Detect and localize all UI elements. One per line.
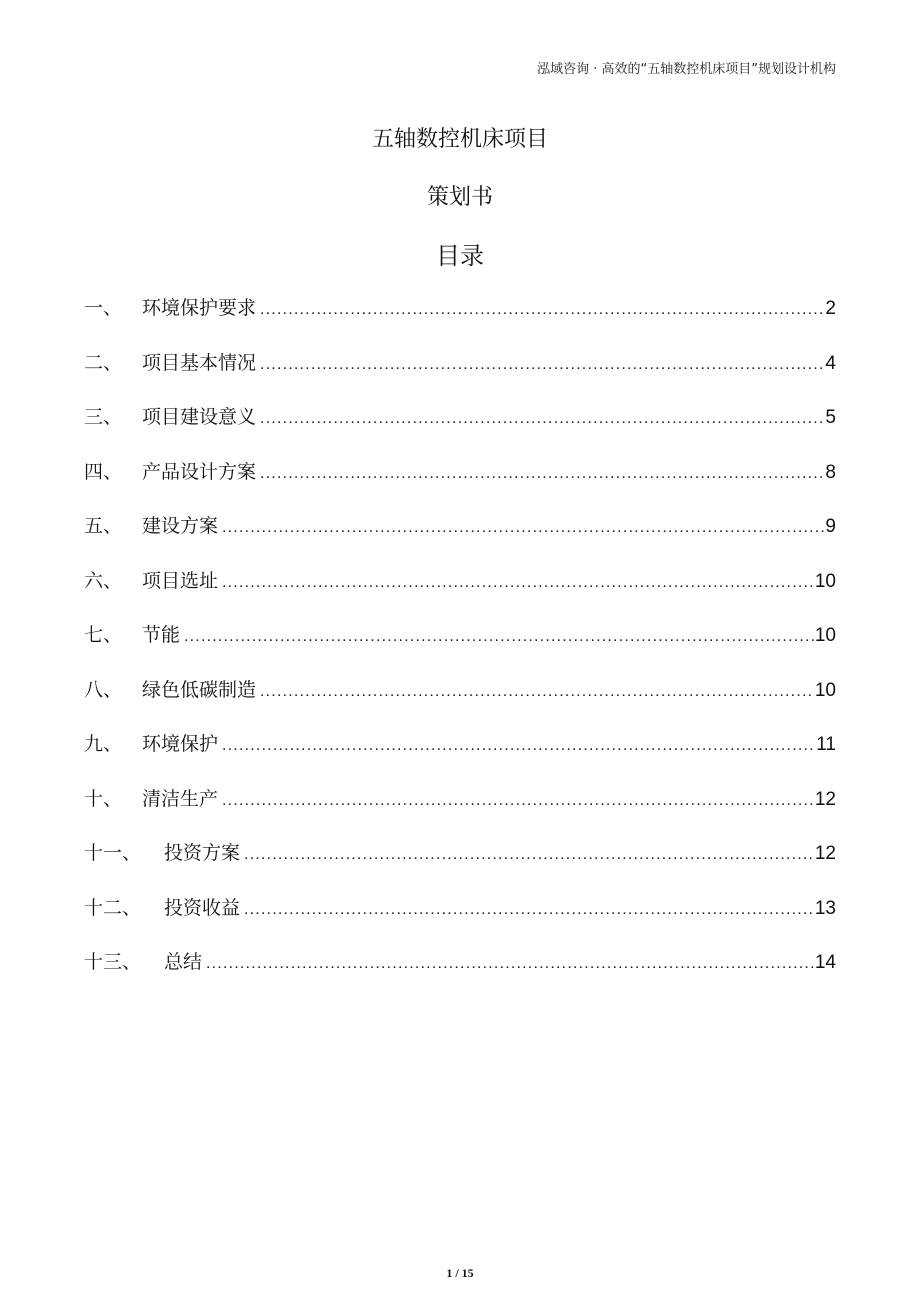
document-subtitle: 策划书 xyxy=(426,185,493,210)
toc-entry-label: 产品设计方案 xyxy=(142,460,257,483)
toc-entry-number: 十三、 xyxy=(84,951,142,973)
toc-entry-number: 十二、 xyxy=(84,896,142,919)
toc-dot-leader xyxy=(222,565,814,601)
toc-dot-leader xyxy=(222,783,814,819)
toc-dot-leader xyxy=(260,456,824,492)
toc-entry-label: 清洁生产 xyxy=(142,787,219,810)
toc-entry-label: 总结 xyxy=(164,951,203,973)
toc-entry[interactable] xyxy=(84,672,836,727)
toc-entry-number: 八、 xyxy=(84,678,123,701)
toc-entry[interactable] xyxy=(84,345,836,400)
toc-entry-label: 投资方案 xyxy=(164,842,241,864)
document-title: 五轴数控机床项目 xyxy=(371,127,548,152)
toc-entry[interactable] xyxy=(84,944,836,999)
toc-entry[interactable] xyxy=(84,399,836,454)
toc-dot-leader xyxy=(260,674,814,710)
toc-dot-leader xyxy=(244,837,814,873)
toc-entry-page: 12 xyxy=(814,788,836,810)
toc-entry-label: 绿色低碳制造 xyxy=(142,678,257,701)
page-number: 1 / 15 xyxy=(446,1266,474,1280)
toc-entry[interactable] xyxy=(84,617,836,672)
toc-entry-label: 建设方案 xyxy=(142,515,219,537)
toc-dot-leader xyxy=(260,292,824,328)
toc-entry-page: 13 xyxy=(814,897,836,919)
toc-entry-label: 环境保护要求 xyxy=(142,297,257,319)
toc-entry-number: 七、 xyxy=(84,624,123,646)
toc-entry-number: 六、 xyxy=(84,569,123,592)
toc-entry-label: 项目基本情况 xyxy=(142,351,257,374)
page-header: 泓域咨询 · 高效的“五轴数控机床项目”规划设计机构 xyxy=(537,62,836,77)
toc-entry-label: 项目选址 xyxy=(142,569,219,592)
toc-heading: 目录 xyxy=(436,242,484,270)
toc-entry-label: 项目建设意义 xyxy=(142,406,257,428)
toc-entry-number: 五、 xyxy=(84,515,123,537)
toc-entry-page: 9 xyxy=(825,516,836,537)
toc-entry-label: 投资收益 xyxy=(164,896,241,919)
toc-entry[interactable] xyxy=(84,563,836,618)
toc-entry[interactable] xyxy=(84,835,836,890)
toc-entry-page: 10 xyxy=(814,679,836,701)
toc-entry[interactable] xyxy=(84,781,836,836)
toc-entry-number: 十一、 xyxy=(84,842,142,864)
toc-entry[interactable] xyxy=(84,508,836,563)
toc-entry-page: 12 xyxy=(814,843,836,864)
table-of-contents xyxy=(84,290,836,999)
toc-entry-number: 四、 xyxy=(84,460,123,483)
toc-entry-number: 三、 xyxy=(84,406,123,428)
toc-entry-page: 10 xyxy=(814,625,836,646)
toc-entry-page: 5 xyxy=(825,407,836,428)
toc-dot-leader xyxy=(244,892,814,928)
toc-dot-leader xyxy=(222,510,824,546)
toc-entry-page: 10 xyxy=(814,570,836,592)
toc-entry[interactable] xyxy=(84,454,836,509)
toc-entry-number: 十、 xyxy=(84,787,123,810)
toc-dot-leader xyxy=(222,728,815,764)
toc-entry-page: 2 xyxy=(825,298,836,319)
toc-dot-leader xyxy=(260,401,824,437)
toc-entry-page: 11 xyxy=(816,734,836,755)
toc-entry-number: 九、 xyxy=(84,733,123,755)
toc-entry[interactable] xyxy=(84,726,836,781)
toc-dot-leader xyxy=(184,619,814,655)
toc-entry-page: 4 xyxy=(825,352,836,374)
toc-entry-number: 二、 xyxy=(84,351,123,374)
toc-entry-label: 环境保护 xyxy=(142,733,219,755)
toc-entry[interactable] xyxy=(84,290,836,345)
toc-entry-number: 一、 xyxy=(84,297,123,319)
toc-entry[interactable] xyxy=(84,890,836,945)
toc-dot-leader xyxy=(206,946,814,982)
toc-entry-label: 节能 xyxy=(142,624,181,646)
toc-dot-leader xyxy=(260,347,824,383)
toc-entry-page: 8 xyxy=(825,461,836,483)
toc-entry-page: 14 xyxy=(814,952,836,973)
